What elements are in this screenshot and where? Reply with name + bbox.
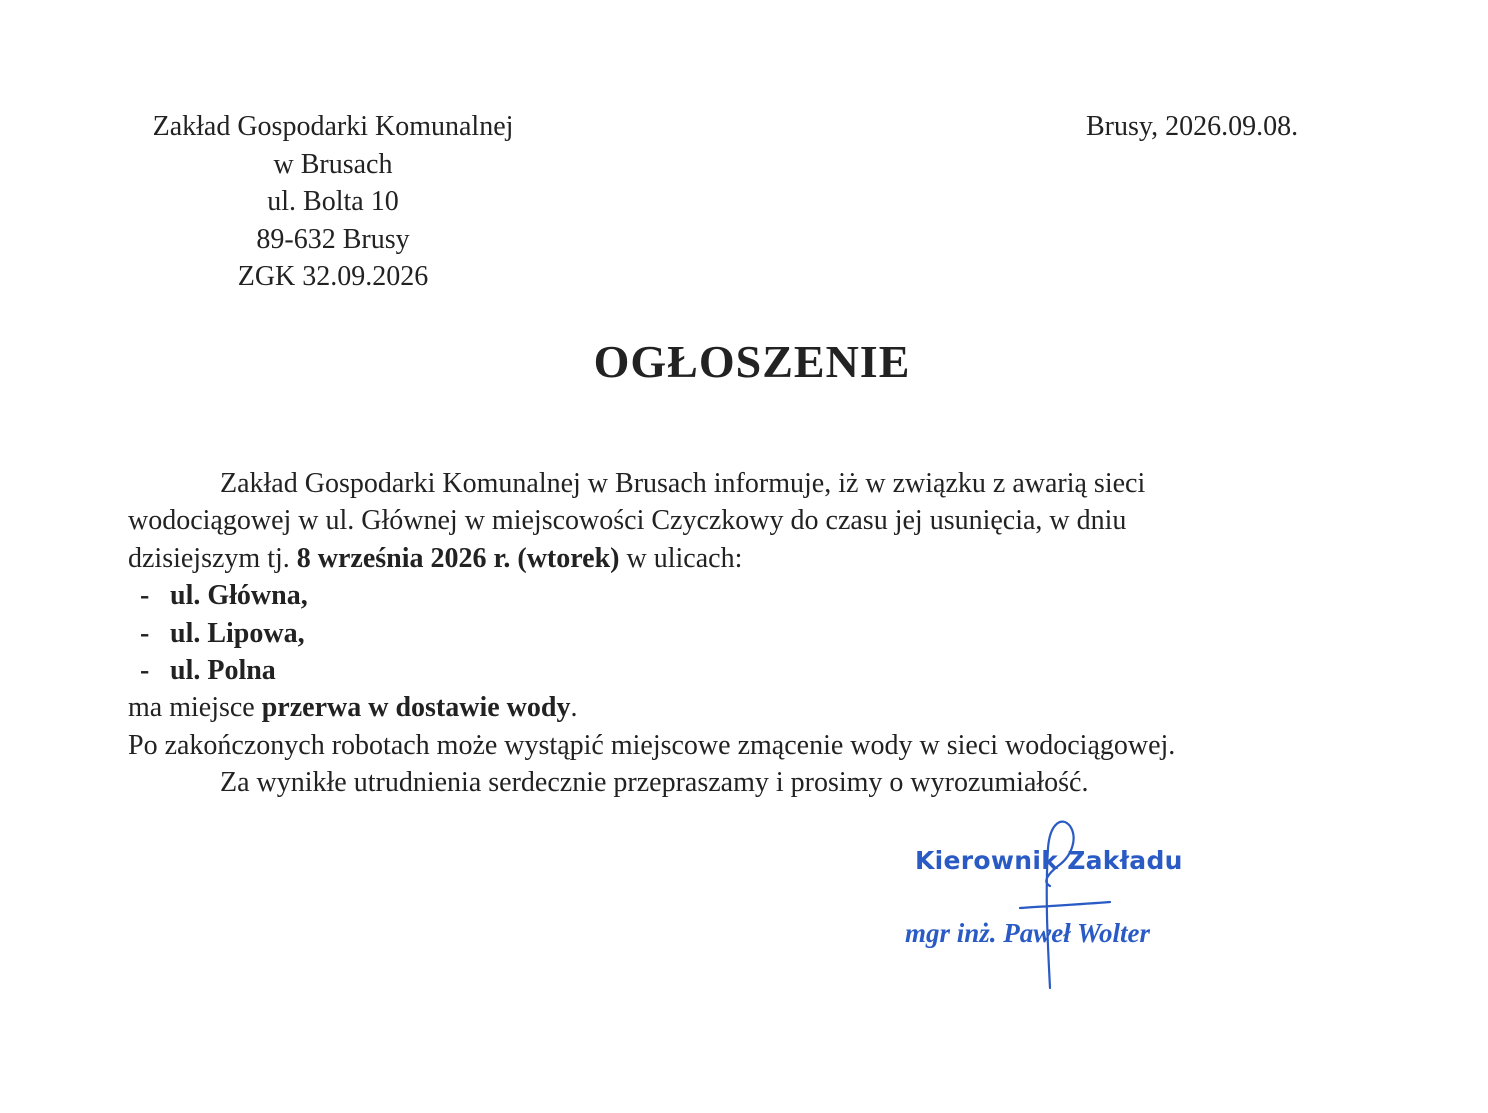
page-title: OGŁOSZENIE <box>593 336 911 387</box>
paragraph-1-line-1: Zakład Gospodarki Komunalnej w Brusach informuje, iż w związku z awarią sieci <box>220 468 1146 499</box>
handwritten-signature <box>990 808 1120 998</box>
paragraph-1-line-3 <box>128 540 1328 577</box>
street-name: ul. Lipowa, <box>170 617 305 649</box>
street-name: ul. Główna, <box>170 580 308 612</box>
street-list-item <box>128 577 1328 614</box>
list-dash: - <box>140 617 150 649</box>
reference-number: ZGK 32.09.2026 <box>237 261 429 292</box>
sender-postal: 89-632 Brusy <box>256 223 410 255</box>
street-list-item <box>128 652 1328 689</box>
sender-street: ul. Bolta 10 <box>267 186 399 217</box>
list-dash: - <box>140 580 150 612</box>
street-name: ul. Polna <box>170 655 276 687</box>
sender-address <box>128 108 538 296</box>
paragraph-2-end: . <box>570 692 578 724</box>
signatory-title: Kierownik Zakładu <box>915 846 1183 875</box>
paragraph-1-line-3-end: w ulicach: <box>619 542 743 574</box>
paragraph-1-line-3-text: dzisiejszym tj. <box>128 542 297 574</box>
sender-name: Zakład Gospodarki Komunalnej <box>152 111 514 142</box>
outage-date: 8 września 2026 r. (wtorek) <box>296 542 620 574</box>
paragraph-1-line-2: wodociągowej w ul. Głównej w miejscowości Czyczkowy do czasu jej usunięcia, w dniu <box>128 505 1127 537</box>
list-dash: - <box>140 655 150 687</box>
signatory-name: mgr inż. Paweł Wolter <box>905 918 1151 948</box>
place-date: Brusy, 2026.09.08. <box>1086 111 1299 142</box>
paragraph-2 <box>128 689 1328 726</box>
street-list-item <box>128 615 1328 652</box>
sender-town: w Brusach <box>273 148 393 180</box>
paragraph-3: Po zakończonych robotach może wystąpić miejscowe zmącenie wody w sieci wodociągowej. <box>128 729 1176 761</box>
paragraph-2-text: ma miejsce <box>128 692 262 724</box>
paragraph-4: Za wynikłe utrudnienia serdecznie przepraszamy i prosimy o wyrozumiałość. <box>220 767 1089 799</box>
announcement-body <box>128 465 1328 802</box>
outage-notice: przerwa w dostawie wody <box>261 692 571 724</box>
